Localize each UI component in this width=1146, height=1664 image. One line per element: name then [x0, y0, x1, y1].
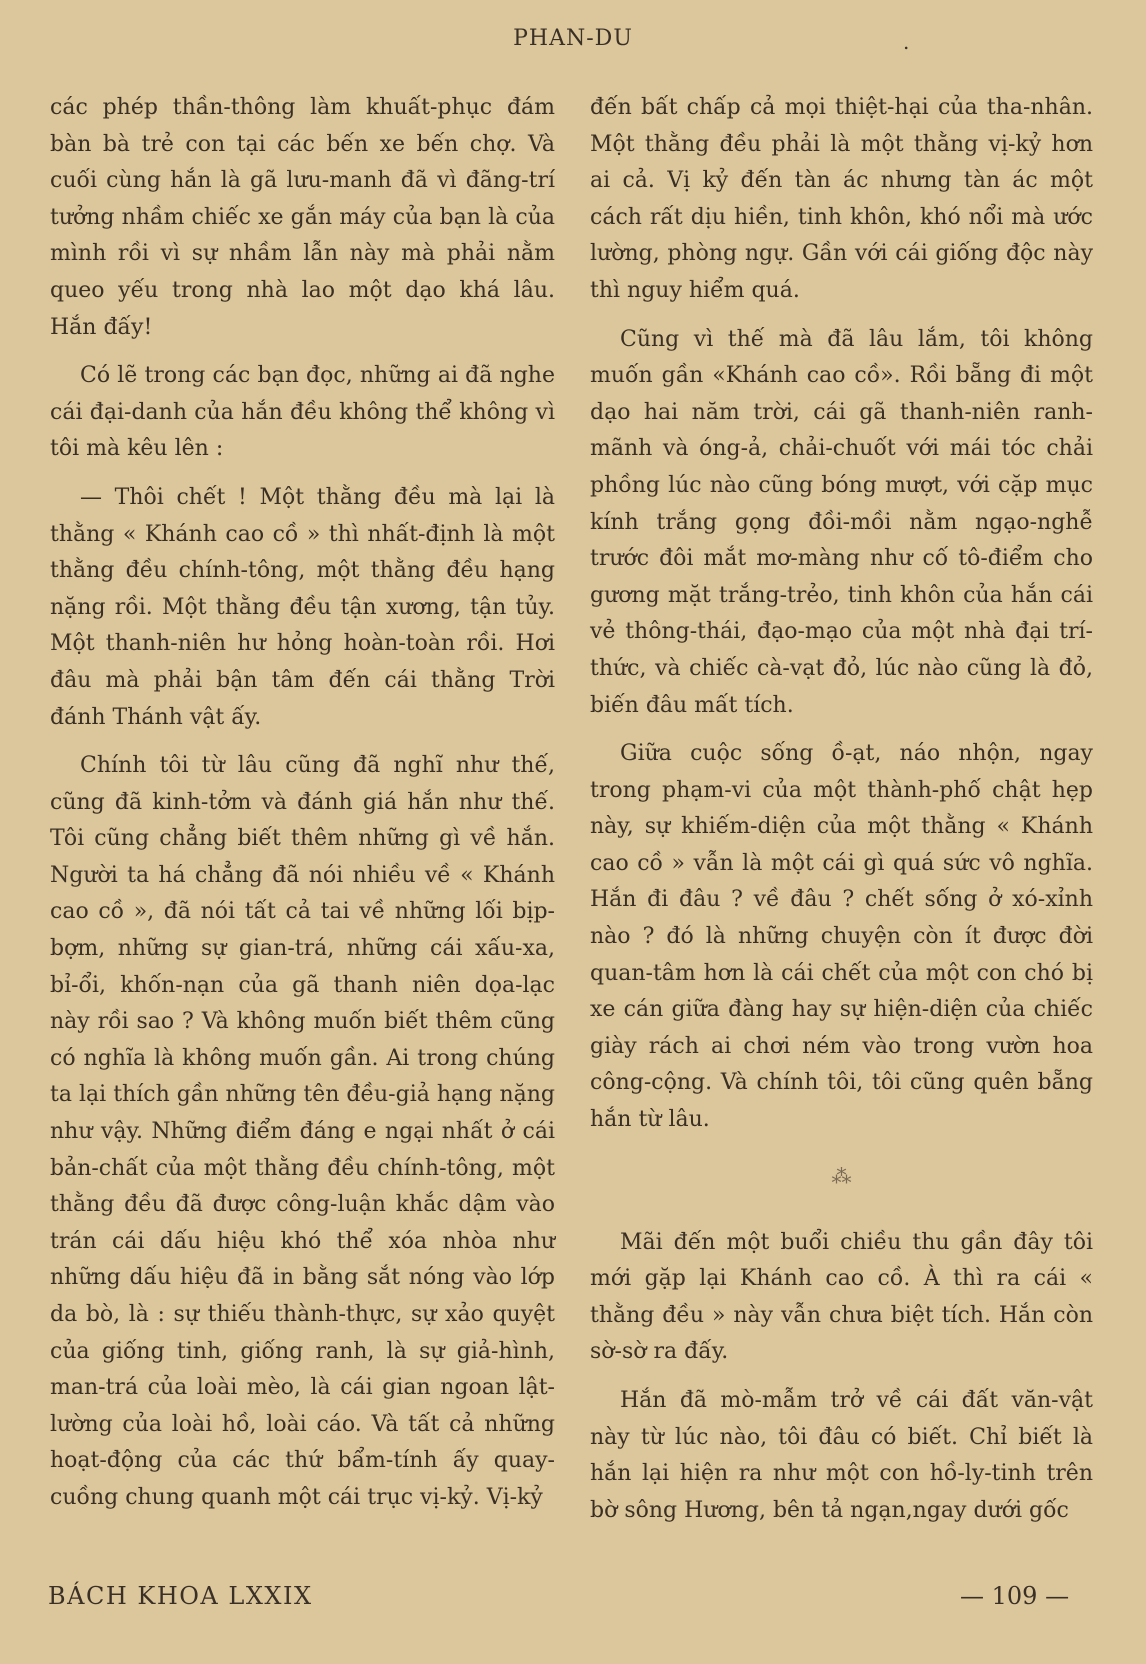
- magazine-footer: BÁCH KHOA LXXIX: [48, 1582, 313, 1610]
- left-paragraph-3: — Thôi chết ! Một thằng đều mà lại là thằng « Khánh cao cồ » thì nhất-định là một thằng đều chính-tông, một thằng đều hạng nặng rồi. Một thằng đều tận xương, tận tủy. Một thanh-niên hư hỏng hoàn-toàn rồi. Hơi đâu mà phải bận tâm đến cái thằng Trời đánh Thánh vật ấy.: [50, 484, 555, 730]
- section-separator: ⁂: [831, 1163, 852, 1188]
- left-column: [50, 90, 555, 1529]
- running-header: PHAN-DU: [513, 26, 633, 51]
- right-column: [590, 90, 1093, 1541]
- right-paragraph-2: Cũng vì thế mà đã lâu lắm, tôi không muốn gần «Khánh cao cồ». Rồi bẵng đi một dạo hai năm trời, cái gã thanh-niên ranh-mãnh và óng-ả, chải-chuốt với mái tóc chải phồng lúc nào cũng bóng mượt, với cặp mục kính trắng gọng đồi-mồi nằm ngạo-nghễ trước đôi mắt mơ-màng như cố tô-điểm cho gương mặt trắng-trẻo, tinh khôn của hắn cái vẻ thông-thái, đạo-mạo của một nhà đại trí-thức, và chiếc cà-vạt đỏ, lúc nào cũng là đỏ, biến đâu mất tích.: [590, 326, 1093, 718]
- left-paragraph-2: Có lẽ trong các bạn đọc, những ai đã nghe cái đại-danh của hắn đều không thể không vì tôi mà kêu lên :: [50, 363, 555, 462]
- right-paragraph-3: Giữa cuộc sống ồ-ạt, náo nhộn, ngay trong phạm-vi của một thành-phố chật hẹp này, sự khiếm-diện của một thằng « Khánh cao cồ » vẫn là một cái gì quá sức vô nghĩa. Hắn đi đâu ? về đâu ? chết sống ở xó-xỉnh nào ? đó là những chuyện còn ít được đời quan-tâm hơn là cái chết của một con chó bị xe cán giữa đàng hay sự hiện-diện của chiếc giày rách ai chơi ném vào trong vườn hoa công-cộng. Và chính tôi, tôi cũng quên bẵng hắn từ lâu.: [590, 741, 1093, 1133]
- right-paragraph-5: Hắn đã mò-mẫm trở về cái đất văn-vật này từ lúc nào, tôi đâu có biết. Chỉ biết là hắn lại hiện ra như một con hồ-ly-tinh trên bờ sông Hương, bên tả ngạn,ngay dưới gốc: [590, 1388, 1093, 1523]
- header-mark: .: [903, 30, 910, 54]
- page-number: — 109 —: [960, 1582, 1070, 1610]
- right-paragraph-1: đến bất chấp cả mọi thiệt-hại của tha-nhân. Một thằng đều phải là một thằng vị-kỷ hơn ai cả. Vị kỷ đến tàn ác nhưng tàn ác một cách rất dịu hiền, tinh khôn, khó nổi mà ước lường, phòng ngự. Gần với cái giống độc này thì nguy hiểm quá.: [590, 95, 1093, 303]
- left-paragraph-4: Chính tôi từ lâu cũng đã nghĩ như thế, cũng đã kinh-tởm và đánh giá hắn như thế. Tôi cũng chẳng biết thêm những gì về hắn. Người ta há chẳng đã nói nhiều về « Khánh cao cồ », đã nói tất cả tai về những lối bịp-bợm, những sự gian-trá, những cái xấu-xa, bỉ-ổi, khốn-nạn của gã thanh niên dọa-lạc này rồi sao ? Và không muốn biết thêm cũng có nghĩa là không muốn gần. Ai trong chúng ta lại thích gần những tên đều-giả hạng nặng như vậy. Những điểm đáng e ngại nhất ở cái bản-chất của một thằng đều chính-tông, một thằng đều đã được công-luận khắc dậm vào trán cái dấu hiệu khó thể xóa nhòa như những dấu hiệu đã in bằng sắt nóng vào lớp da bò, là : sự thiếu thành-thực, sự xảo quyệt của giống tinh, giống ranh, là sự giả-hình, man-trá của loài mèo, là cái gian ngoan lật-lường của loài hồ, loài cáo. Và tất cả những hoạt-động của các thứ bẩm-tính ấy quay-cuồng chung quanh một cái trục vị-kỷ. Vị-kỷ: [50, 753, 555, 1510]
- left-paragraph-1: các phép thần-thông làm khuất-phục đám bàn bà trẻ con tại các bến xe bến chợ. Và cuối cùng hắn là gã lưu-manh đã vì đãng-trí tưởng nhầm chiếc xe gắn máy của bạn là của mình rồi vì sự nhầm lẫn này mà phải nằm queo yếu trong nhà lao một dạo khá lâu. Hắn đấy!: [50, 95, 555, 340]
- right-paragraph-4: Mãi đến một buổi chiều thu gần đây tôi mới gặp lại Khánh cao cồ. À thì ra cái « thằng đều » này vẫn chưa biệt tích. Hắn còn sờ-sờ ra đấy.: [590, 1229, 1093, 1365]
